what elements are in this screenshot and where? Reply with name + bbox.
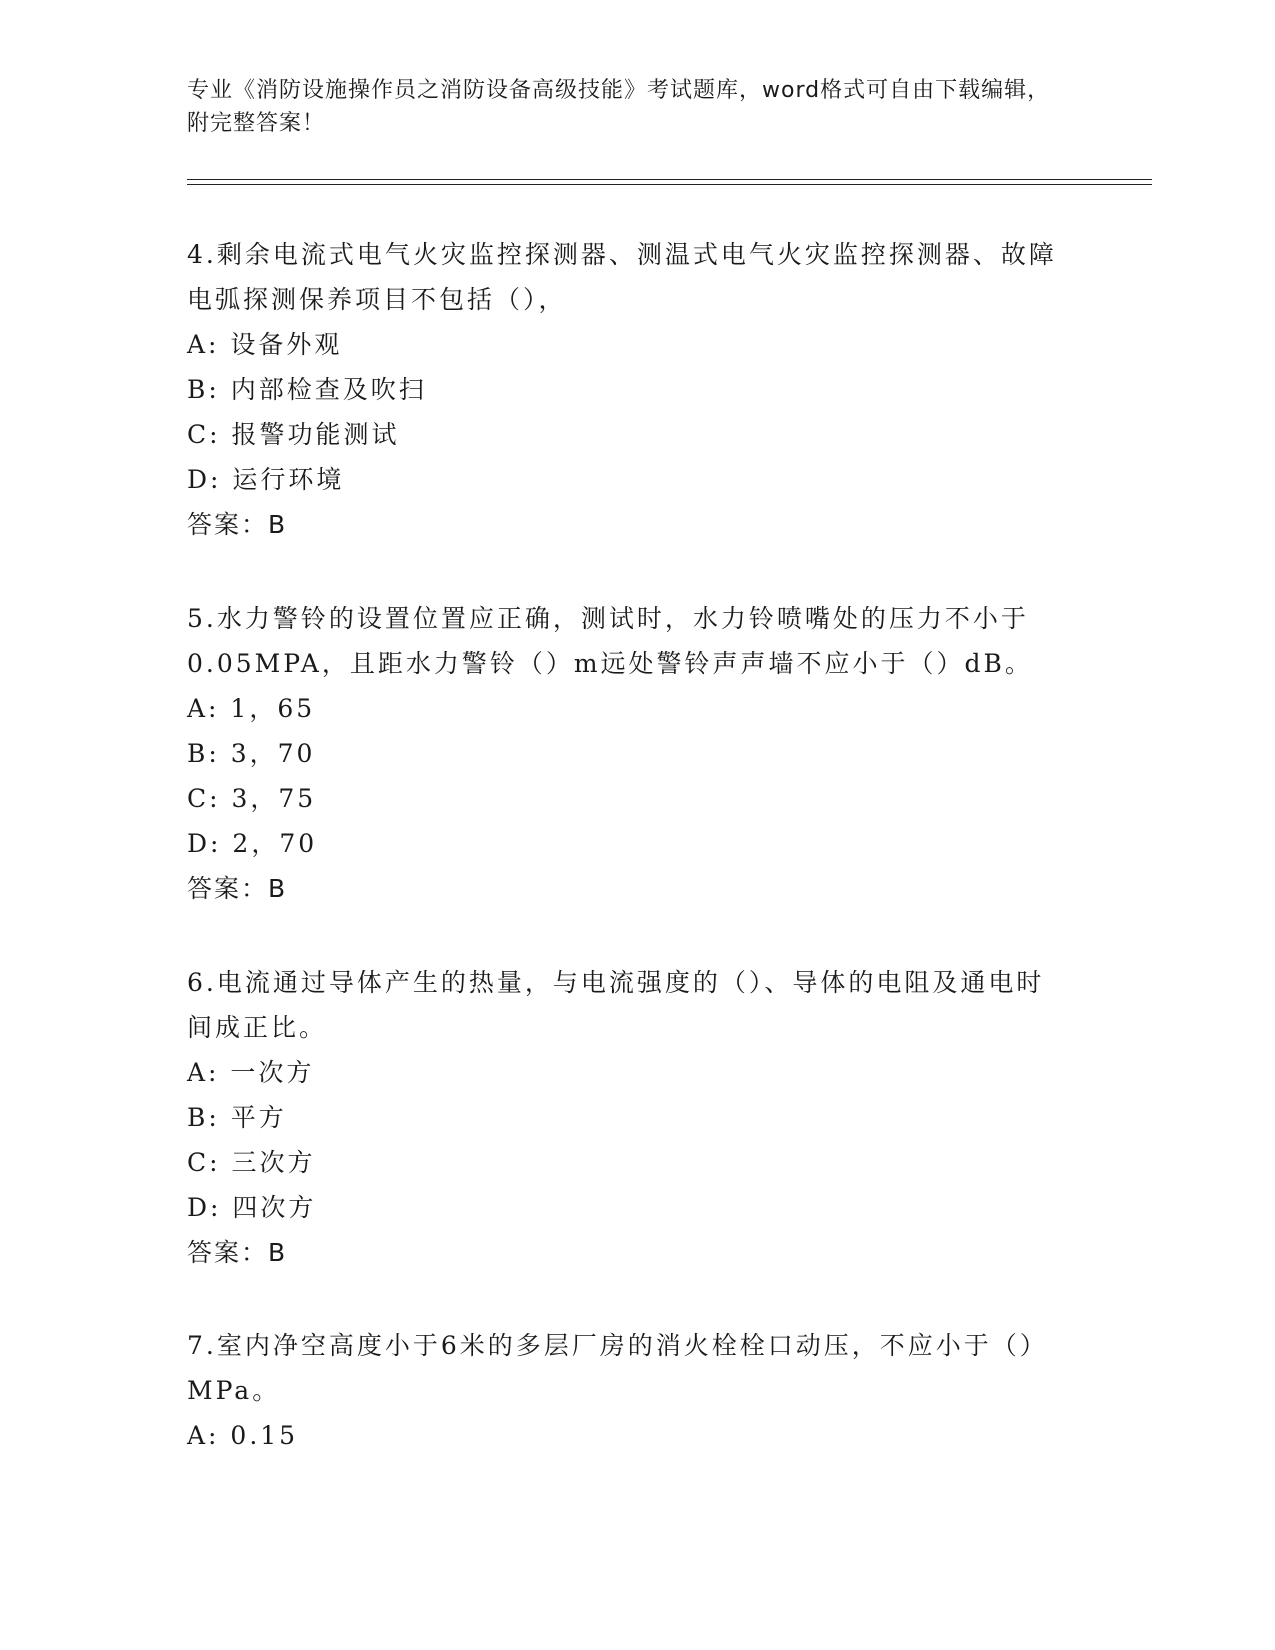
answer: 答案：B bbox=[187, 510, 288, 539]
question-stem: 4.剩余电流式电气火灾监控探测器、测温式电气火灾监控探测器、故障电弧探测保养项目不包括（）， bbox=[187, 240, 1057, 314]
option-c: C: 3，75 bbox=[187, 784, 317, 813]
option-b: B: 内部检查及吹扫 bbox=[187, 375, 427, 404]
question-5 bbox=[187, 596, 1067, 911]
question-6 bbox=[187, 960, 1067, 1275]
header-divider-bottom bbox=[187, 184, 1152, 185]
option-b: B: 平方 bbox=[187, 1103, 287, 1132]
option-d: D: 四次方 bbox=[187, 1193, 317, 1222]
answer: 答案：B bbox=[187, 874, 288, 903]
option-a: A: 一次方 bbox=[187, 1058, 315, 1087]
option-d: D: 运行环境 bbox=[187, 465, 345, 494]
option-a: A: 1，65 bbox=[187, 694, 316, 723]
question-stem: 5.水力警铃的设置位置应正确，测试时，水力铃喷嘴处的压力不小于0.05MPA，且距水力警铃（）m远处警铃声声墙不应小于（）dB。 bbox=[187, 604, 1033, 678]
question-7 bbox=[187, 1323, 1067, 1458]
option-a: A: 设备外观 bbox=[187, 330, 343, 359]
header-divider-top bbox=[187, 179, 1152, 180]
question-4 bbox=[187, 232, 1067, 547]
option-c: C: 报警功能测试 bbox=[187, 420, 400, 449]
option-b: B: 3，70 bbox=[187, 739, 316, 768]
option-d: D: 2，70 bbox=[187, 829, 318, 858]
option-c: C: 三次方 bbox=[187, 1148, 316, 1177]
question-stem: 6.电流通过导体产生的热量，与电流强度的（）、导体的电阻及通电时间成正比。 bbox=[187, 968, 1045, 1042]
question-stem: 7.室内净空高度小于6米的多层厂房的消火栓栓口动压，不应小于（）MPa。 bbox=[187, 1331, 1048, 1405]
option-a: A: 0.15 bbox=[187, 1421, 299, 1450]
answer: 答案：B bbox=[187, 1238, 288, 1267]
document-header: 专业《消防设施操作员之消防设备高级技能》考试题库，word格式可自由下载编辑，附完整答案！ bbox=[187, 78, 1051, 136]
